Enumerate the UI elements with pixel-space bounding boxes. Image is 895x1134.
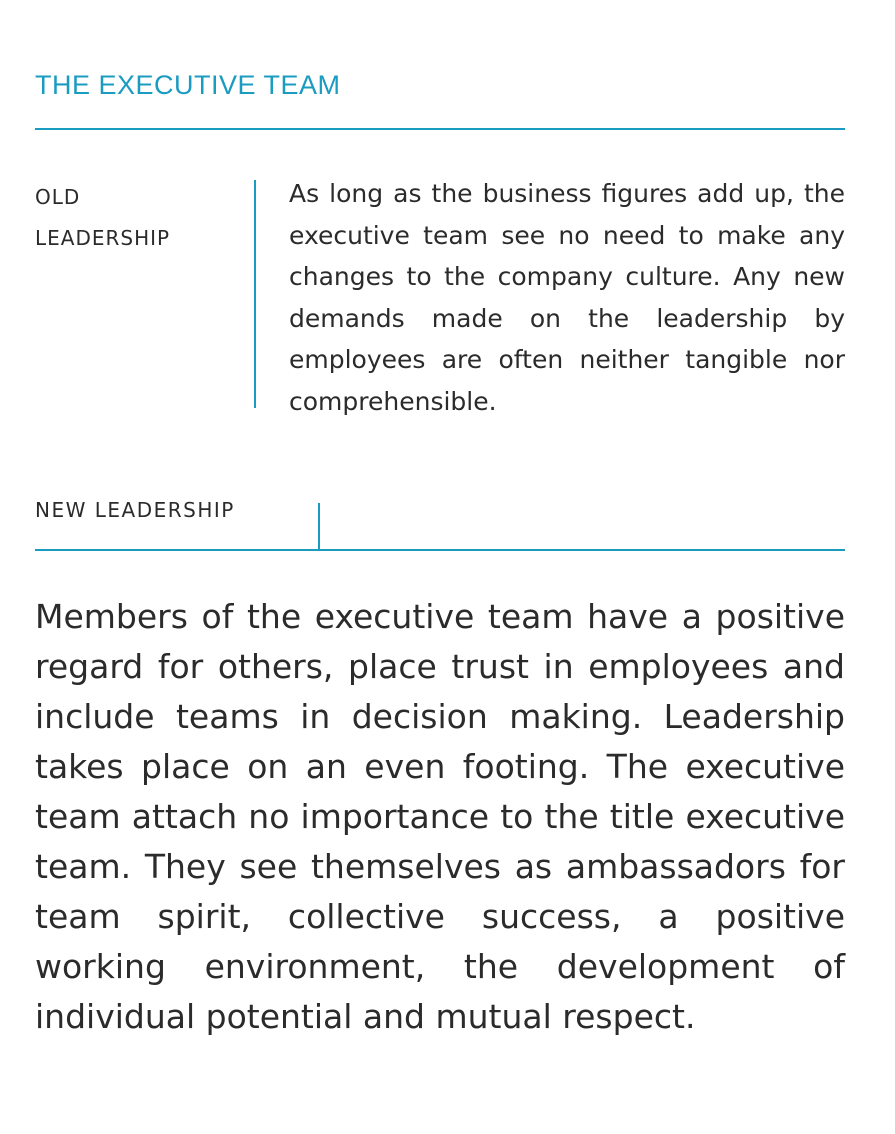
top-divider [35,128,845,130]
new-leadership-text: Members of the executive team have a positive regard for others, place trust in employees and include teams in decision making. Leadership takes place on an even footing. The executive team attach no importance to the title executive team. They see themselves as ambassadors for team spirit, collective success, a positive working environment, the development of individual potential and mutual respect. [35,597,845,1036]
new-leadership-vertical-divider [318,503,320,551]
old-leadership-label-line2: LEADERSHIP [35,226,171,250]
old-leadership-text: As long as the business figures add up, the executive team see no need to make any changes to the company culture. Any new demands made on the leadership by employees are often neither tangible nor comprehensible. [289,179,845,416]
page-title: THE EXECUTIVE TEAM [35,70,341,100]
old-leadership-vertical-divider [254,180,256,408]
old-leadership-label [35,177,235,259]
old-leadership-label-line1: OLD [35,185,81,209]
middle-divider [35,549,845,551]
new-leadership-label: NEW LEADERSHIP [35,498,235,522]
